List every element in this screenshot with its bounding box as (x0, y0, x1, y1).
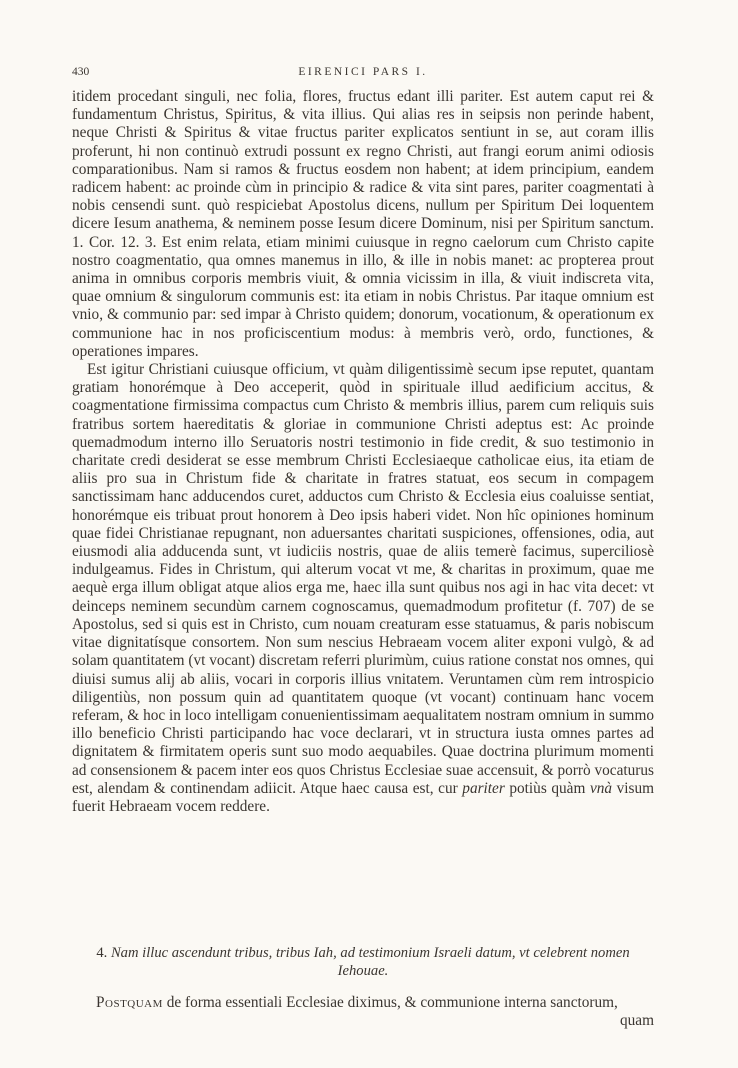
paragraph-officium-text: Est igitur Christiani cuiusque officium, vt quàm diligentissimè secum ipse reputet, quantam gratiam honorémque à Deo acceperit, quòd in spirituale illud aedificium accitus, & coagmentatione firmissima compactus cum Christo & membris illius, parem cum reliquis suis fratribus sortem haereditatis & gloriae in communione Christi adeptus est: Ac proinde quemadmodum interno illo Seruatoris nostri testimonio in fide credit, & suo testimonio in charitate credi desiderat se esse membrum Christi Ecclesiaeque catholicae eius, ita etiam de aliis pro sua in Christum fide & charitate in fratres statuat, eos secum in compagem sanctissimam hanc adducendos curet, adductos cum Christo & Ecclesia eius coaluisse sentiat, honorémque eis tribuat prout honorem à Deo ipsis haberi videt. Non hîc opiniones hominum quae fidei Christianae repugnant, non aduersantes charitati suspiciones, offensiones, odia, aut eiusmodi alia adducenda sunt, vt iudiciis nostris, quae de aliis temerè facimus, superciliosè indulgeamus. Fides in Christum, qui alterum vocat vt me, & charitas in proximum, quae me aequè erga illum obligat atque alios erga me, haec illa sunt quibus nos agi in hac vita decet: vt deinceps neminem secundùm carnem cognoscamus, quemadmodum profitetur (f. 707) de se Apostolus, sed si quis est in Christo, cum nouam creaturam esse statuamus, & paris nobiscum vitae dignitatísque consortem. Non sum nescius Hebraeam vocem aliter exponi vulgò, & ad solam quantitatem (vt vocant) discretam referri plurimùm, cuius ratione constat nos omnes, qui diuisi sumus alij ab aliis, vocari in corporis illius vnitatem. Veruntamen cùm rem introspicio diligentiùs, non possum quin ad quantitatem quoque (vt vocant) continuam hanc vocem referam, & hoc in loco intelligam conuenientissimam aequalitatem nostram omnium in summo illo beneficio Christi participando hac voce declarari, vt in structura iusta omnes partes ad dignitatem & firmitatem operis sunt suo modo aequabiles. Quae doctrina plurimum momenti ad consensionem & pacem inter eos quos Christus Ecclesiae suae accensuit, & porrò vocaturus est, alendam & continendam adiicit. Atque haec causa est, cur (72, 361, 654, 797)
paragraph-connector: potiùs quàm (504, 779, 590, 797)
verse-text: Nam illuc ascendunt tribus, tribus Iah, ad testimonium Israeli datum, vt celebrent nomen Iehouae. (110, 945, 630, 979)
paragraph-continuation: itidem procedant singuli, nec folia, flores, fructus edant illi pariter. Est autem caput rei & fundamentum Christus, Spiritus, & vita illius. Qui alias res in seipsis non perinde habent, neque Christi & Spiritus & vitae fructus pariter explicatos sentiunt in se, aut coram illis proferunt, hi non continuò extrudi possunt ex regno Christi, aut frangi eorum animi odiosis comparationibus. Nam si ramos & fructus eosdem non habent; at idem principium, eandem radicem habent: ac proinde cùm in principio & radice & vita sint pares, pariter coagmentati à nobis censendi sunt. quò respiciebat Apostolus dicens, nullum per Spiritum Dei loquentem dicere Iesum anathema, & neminem posse Iesum dicere Dominum, nisi per Spiritum sanctum. 1. Cor. 12. 3. Est enim relata, etiam minimi cuiusque in regno caelorum cum Christo capite nostro coagmentatio, qua omnes manemus in illo, & ille in nobis manet: ac propterea prout anima in omnibus corporis membris viuit, & omnia vicissim in illa, & viuit indiscreta vita, quae omnium & singulorum communis est: ita etiam in nobis Christus. Par itaque omnium est vnio, & communio par: sed impar à Christo quidem; donorum, vocationum, & operationum ex communione hac in nos proficiscentium modus: à membris verò, ordo, functiones, & operationes impares. (72, 88, 654, 360)
scripture-verse (72, 945, 654, 980)
paragraph-officium (72, 361, 654, 816)
paragraph-officium-end: visum fuerit Hebraeam vocem reddere. (72, 779, 655, 815)
opening-word: Postquam (96, 994, 163, 1011)
italic-term-vna: vnà (589, 779, 613, 797)
next-paragraph-text: de forma essentiali Ecclesiae diximus, & communione interna sanctorum, (162, 994, 618, 1011)
next-paragraph (72, 994, 654, 1030)
page-number: 430 (72, 66, 90, 78)
main-text (72, 88, 654, 816)
catchword: quam (620, 1012, 654, 1030)
verse-number: 4. (96, 945, 108, 961)
running-title: EIRENICI PARS I. (298, 66, 428, 78)
italic-term-pariter: pariter (462, 779, 505, 797)
page-header (72, 66, 654, 82)
